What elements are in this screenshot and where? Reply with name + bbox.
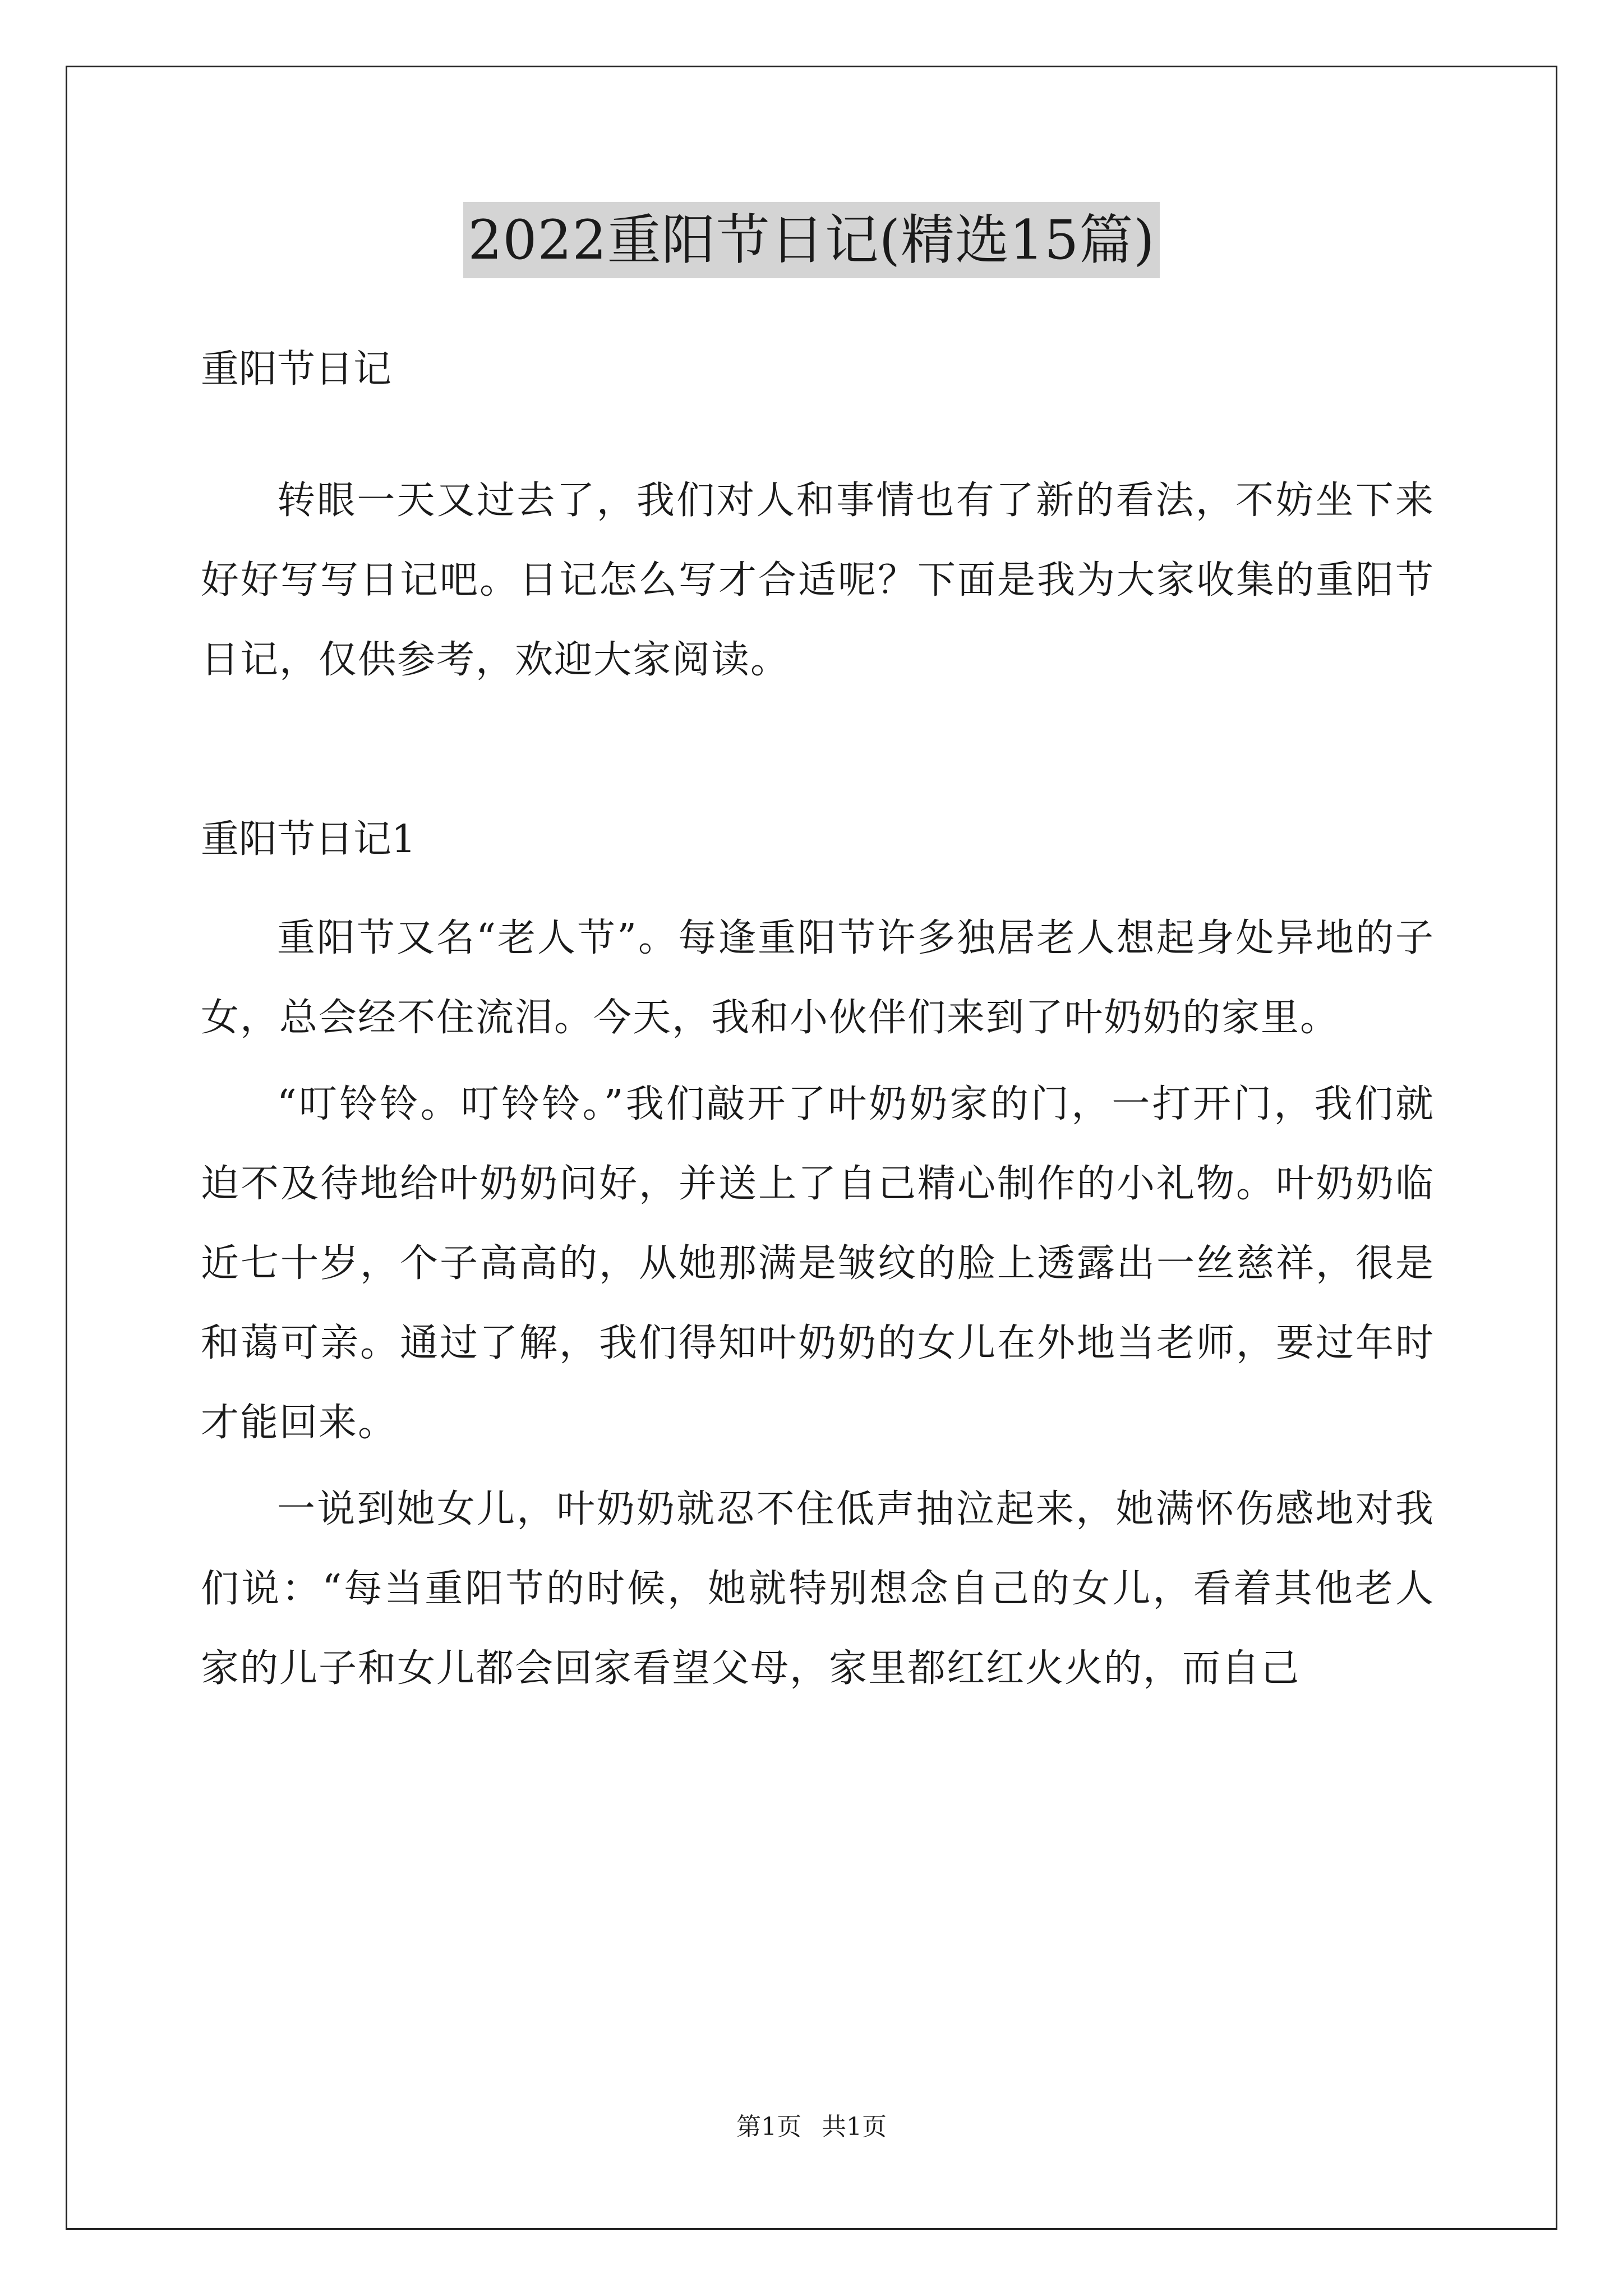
body-paragraph: 一说到她女儿，叶奶奶就忍不住低声抽泣起来，她满怀伤感地对我们说：“每当重阳节的时候，她就特别想念自己的女儿，看着其他老人家的儿子和女儿都会回家看望父母，家里都红红火火的，而自己 xyxy=(201,1487,1435,1691)
entry-heading: 重阳节日记1 xyxy=(201,817,416,862)
page-footer xyxy=(0,2110,1623,2144)
body-paragraph: 重阳节又名“老人节”。每逢重阳节许多独居老人想起身处异地的子女，总会经不住流泪。今天，我和小伙伴们来到了叶奶奶的家里。 xyxy=(201,916,1435,1040)
page-number: 第1页 xyxy=(736,2113,801,2141)
title-container xyxy=(0,202,1623,278)
document-body xyxy=(201,337,1435,1709)
section-heading: 重阳节日记 xyxy=(201,347,392,392)
body-paragraph: “叮铃铃。叮铃铃。”我们敲开了叶奶奶家的门，一打开门，我们就迫不及待地给叶奶奶问好，并送上了自己精心制作的小礼物。叶奶奶临近七十岁，个子高高的，从她那满是皱纹的脸上透露出一丝慈祥，很是和蔼可亲。通过了解，我们得知叶奶奶的女儿在外地当老师，要过年时才能回来。 xyxy=(201,1082,1435,1445)
document-title: 2022重阳节日记(精选15篇) xyxy=(463,202,1159,278)
page-total: 共1页 xyxy=(822,2113,887,2141)
intro-paragraph: 转眼一天又过去了，我们对人和事情也有了新的看法，不妨坐下来好好写写日记吧。日记怎么写才合适呢？下面是我为大家收集的重阳节日记，仅供参考，欢迎大家阅读。 xyxy=(201,478,1435,682)
